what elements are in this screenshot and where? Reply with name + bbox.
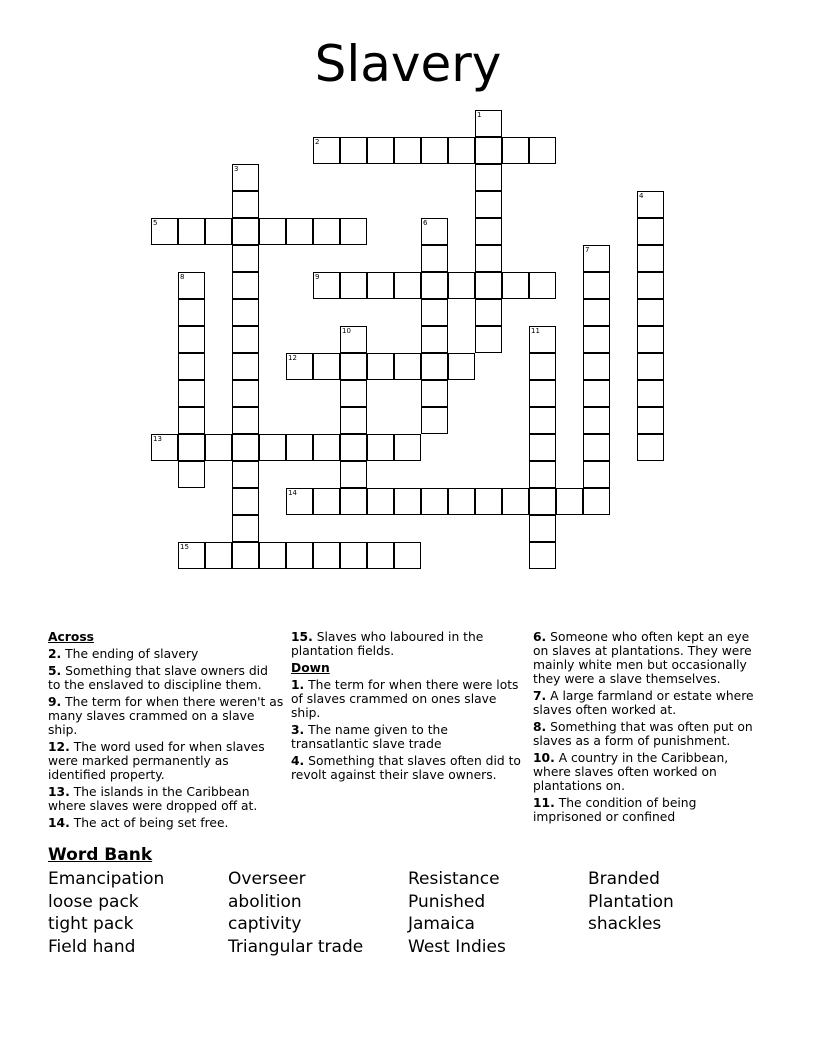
clue-across-14	[48, 816, 284, 830]
clue-across-5	[48, 664, 284, 692]
clue-number-label: 4	[639, 192, 644, 200]
clue-number-label: 3	[234, 165, 239, 173]
grid-cell[interactable]	[529, 488, 556, 515]
clue-number: 10.	[533, 751, 555, 765]
grid-cell[interactable]	[448, 137, 475, 164]
grid-cell[interactable]	[259, 434, 286, 461]
grid-cell[interactable]	[367, 353, 394, 380]
clue-number-label: 6	[423, 219, 428, 227]
word-bank-item: tight pack	[48, 914, 134, 934]
grid-cell[interactable]	[340, 272, 367, 299]
clue-number-label: 8	[180, 273, 185, 281]
clue-text: Something that slave owners did to the enslaved to discipline them.	[48, 664, 268, 692]
grid-cell[interactable]	[529, 434, 556, 461]
grid-cell[interactable]	[286, 218, 313, 245]
grid-cell[interactable]	[475, 164, 502, 191]
clue-number-label: 14	[288, 489, 297, 497]
grid-cell[interactable]	[421, 245, 448, 272]
clue-number: 11.	[533, 796, 555, 810]
clue-text: The islands in the Caribbean where slaves were dropped off at.	[48, 785, 258, 813]
word-bank-item: Jamaica	[408, 914, 475, 934]
clue-text: Slaves who laboured in the plantation fields.	[291, 630, 484, 658]
clue-across-12	[48, 740, 284, 782]
grid-cell[interactable]	[475, 191, 502, 218]
grid-cell[interactable]	[205, 434, 232, 461]
grid-cell[interactable]	[556, 488, 583, 515]
down-header: Down	[291, 661, 330, 675]
grid-cell[interactable]	[529, 515, 556, 542]
grid-cell[interactable]	[475, 299, 502, 326]
clue-number: 15.	[291, 630, 313, 644]
across-header: Across	[48, 630, 94, 644]
grid-cell[interactable]	[340, 218, 367, 245]
clue-number: 1.	[291, 678, 305, 692]
clue-down-6	[533, 630, 765, 686]
grid-cell[interactable]	[502, 137, 529, 164]
grid-cell[interactable]	[367, 434, 394, 461]
grid-cell[interactable]	[529, 272, 556, 299]
grid-cell[interactable]	[313, 434, 340, 461]
grid-cell[interactable]	[637, 245, 664, 272]
word-bank-item: loose pack	[48, 892, 139, 912]
clue-column-1	[48, 630, 284, 833]
grid-cell[interactable]	[529, 542, 556, 569]
grid-cell[interactable]	[313, 218, 340, 245]
grid-cell[interactable]	[637, 326, 664, 353]
clue-text: Something that slaves often did to revolt against their slave owners.	[291, 754, 521, 782]
clue-number: 13.	[48, 785, 70, 799]
word-bank-item: Overseer	[228, 869, 306, 889]
word-bank-item: Branded	[588, 869, 660, 889]
word-bank-item: Punished	[408, 892, 486, 912]
clue-number-label: 15	[180, 543, 189, 551]
grid-cell[interactable]	[583, 434, 610, 461]
grid-cell[interactable]	[448, 272, 475, 299]
clue-across-9	[48, 695, 284, 737]
word-bank-item: Plantation	[588, 892, 674, 912]
clue-text: A country in the Caribbean, where slaves often worked on plantations on.	[533, 751, 729, 793]
grid-cell[interactable]	[421, 380, 448, 407]
grid-cell[interactable]	[259, 542, 286, 569]
grid-cell[interactable]	[394, 542, 421, 569]
clue-text: A large farmland or estate where slaves often worked at.	[533, 689, 754, 717]
clue-number: 14.	[48, 816, 70, 830]
grid-cell[interactable]	[232, 245, 259, 272]
word-bank-item: Resistance	[408, 869, 500, 889]
clue-number: 8.	[533, 720, 547, 734]
grid-cell[interactable]	[340, 407, 367, 434]
grid-cell[interactable]	[340, 488, 367, 515]
clue-number-label: 5	[153, 219, 158, 227]
clue-number: 9.	[48, 695, 62, 709]
grid-cell[interactable]	[394, 434, 421, 461]
grid-cell[interactable]	[178, 326, 205, 353]
grid-cell[interactable]	[367, 272, 394, 299]
grid-cell[interactable]	[178, 299, 205, 326]
clue-number-label: 9	[315, 273, 320, 281]
grid-cell[interactable]	[502, 272, 529, 299]
clue-text: The ending of slavery	[61, 647, 199, 661]
clue-down-10	[533, 751, 765, 793]
clue-number-label: 11	[531, 327, 540, 335]
clue-number: 3.	[291, 723, 305, 737]
grid-cell[interactable]	[232, 488, 259, 515]
clue-down-11	[533, 796, 765, 824]
grid-cell[interactable]	[529, 461, 556, 488]
word-bank-item: shackles	[588, 914, 662, 934]
grid-cell[interactable]	[583, 299, 610, 326]
grid-cell[interactable]	[313, 488, 340, 515]
grid-cell[interactable]	[583, 326, 610, 353]
grid-cell[interactable]	[340, 542, 367, 569]
grid-cell[interactable]	[529, 137, 556, 164]
clue-column-2	[291, 630, 523, 785]
clue-number: 12.	[48, 740, 70, 754]
grid-cell[interactable]	[475, 272, 502, 299]
clue-down-3	[291, 723, 523, 751]
grid-cell[interactable]	[421, 488, 448, 515]
grid-cell[interactable]	[340, 461, 367, 488]
grid-cell[interactable]	[286, 434, 313, 461]
grid-cell[interactable]	[178, 353, 205, 380]
grid-cell[interactable]	[637, 380, 664, 407]
grid-cell[interactable]	[232, 407, 259, 434]
grid-cell[interactable]	[232, 542, 259, 569]
clue-down-7	[533, 689, 765, 717]
clue-number-label: 1	[477, 111, 482, 119]
clue-column-3	[533, 630, 765, 827]
grid-cell[interactable]	[232, 218, 259, 245]
clue-across-15	[291, 630, 523, 658]
grid-cell[interactable]	[448, 488, 475, 515]
word-bank-item: Field hand	[48, 937, 136, 957]
clue-down-4	[291, 754, 523, 782]
grid-cell[interactable]	[529, 380, 556, 407]
grid-cell[interactable]	[178, 434, 205, 461]
grid-cell[interactable]	[583, 272, 610, 299]
clue-down-1	[291, 678, 523, 720]
grid-cell[interactable]	[583, 407, 610, 434]
grid-cell[interactable]	[637, 218, 664, 245]
grid-cell[interactable]	[529, 353, 556, 380]
grid-cell[interactable]	[394, 353, 421, 380]
clue-number-label: 7	[585, 246, 590, 254]
grid-cell[interactable]	[178, 380, 205, 407]
grid-cell[interactable]	[340, 380, 367, 407]
clue-text: Someone who often kept an eye on slaves at plantations. They were mainly white men but occasionally they were a slave themselves.	[533, 630, 752, 686]
grid-cell[interactable]	[475, 326, 502, 353]
grid-cell[interactable]	[367, 488, 394, 515]
grid-cell[interactable]	[637, 434, 664, 461]
grid-cell[interactable]	[178, 461, 205, 488]
word-bank-item: captivity	[228, 914, 302, 934]
grid-cell[interactable]	[259, 218, 286, 245]
grid-cell[interactable]	[394, 272, 421, 299]
grid-cell[interactable]	[583, 461, 610, 488]
grid-cell[interactable]	[232, 191, 259, 218]
grid-cell[interactable]	[583, 488, 610, 515]
grid-cell[interactable]	[421, 272, 448, 299]
grid-cell[interactable]	[232, 272, 259, 299]
grid-cell[interactable]	[448, 353, 475, 380]
grid-cell[interactable]	[475, 137, 502, 164]
grid-cell[interactable]	[286, 542, 313, 569]
grid-cell[interactable]	[475, 488, 502, 515]
grid-cell[interactable]	[637, 353, 664, 380]
clue-across-2	[48, 647, 284, 661]
grid-cell[interactable]	[583, 380, 610, 407]
grid-cell[interactable]	[232, 461, 259, 488]
clue-text: The act of being set free.	[69, 816, 229, 830]
grid-cell[interactable]	[421, 407, 448, 434]
grid-cell[interactable]	[232, 326, 259, 353]
grid-cell[interactable]	[421, 326, 448, 353]
clue-text: The word used for when slaves were marked permanently as identified property.	[48, 740, 265, 782]
grid-cell[interactable]	[502, 488, 529, 515]
grid-cell[interactable]	[232, 434, 259, 461]
grid-cell[interactable]	[340, 434, 367, 461]
grid-cell[interactable]	[637, 272, 664, 299]
grid-cell[interactable]	[205, 218, 232, 245]
grid-cell[interactable]	[394, 137, 421, 164]
grid-cell[interactable]	[529, 407, 556, 434]
grid-cell[interactable]	[232, 299, 259, 326]
grid-cell[interactable]	[232, 515, 259, 542]
grid-cell[interactable]	[205, 542, 232, 569]
grid-cell[interactable]	[583, 353, 610, 380]
grid-cell[interactable]	[367, 542, 394, 569]
clue-number: 2.	[48, 647, 62, 661]
grid-cell[interactable]	[421, 353, 448, 380]
clue-number-label: 10	[342, 327, 351, 335]
word-bank-item: West Indies	[408, 937, 506, 957]
word-bank-item: Emancipation	[48, 869, 165, 889]
grid-cell[interactable]	[178, 218, 205, 245]
grid-cell[interactable]	[475, 218, 502, 245]
clue-text: The condition of being imprisoned or confined	[533, 796, 697, 824]
clue-text: Something that was often put on slaves as a form of punishment.	[533, 720, 753, 748]
word-bank-item: Triangular trade	[228, 937, 364, 957]
grid-cell[interactable]	[421, 137, 448, 164]
grid-cell[interactable]	[394, 488, 421, 515]
grid-cell[interactable]	[178, 407, 205, 434]
clue-text: The name given to the transatlantic slave trade	[291, 723, 448, 751]
clue-text: The term for when there weren't as many slaves crammed on a slave ship.	[48, 695, 284, 737]
grid-cell[interactable]	[367, 137, 394, 164]
clue-number: 7.	[533, 689, 547, 703]
grid-cell[interactable]	[475, 245, 502, 272]
clue-number: 4.	[291, 754, 305, 768]
clue-number-label: 12	[288, 354, 297, 362]
clue-down-8	[533, 720, 765, 748]
grid-cell[interactable]	[232, 353, 259, 380]
word-bank-title: Word Bank	[48, 845, 153, 865]
clue-number: 5.	[48, 664, 62, 678]
grid-cell[interactable]	[313, 353, 340, 380]
grid-cell[interactable]	[637, 299, 664, 326]
grid-cell[interactable]	[340, 353, 367, 380]
grid-cell[interactable]	[637, 407, 664, 434]
clue-number-label: 2	[315, 138, 320, 146]
word-bank-item: abolition	[228, 892, 302, 912]
clue-text: The term for when there were lots of slaves crammed on ones slave ship.	[291, 678, 519, 720]
grid-cell[interactable]	[340, 137, 367, 164]
grid-cell[interactable]	[313, 542, 340, 569]
clue-number-label: 13	[153, 435, 162, 443]
grid-cell[interactable]	[232, 380, 259, 407]
page-title: Slavery	[314, 35, 502, 93]
clue-number: 6.	[533, 630, 547, 644]
clue-across-13	[48, 785, 284, 813]
grid-cell[interactable]	[421, 299, 448, 326]
